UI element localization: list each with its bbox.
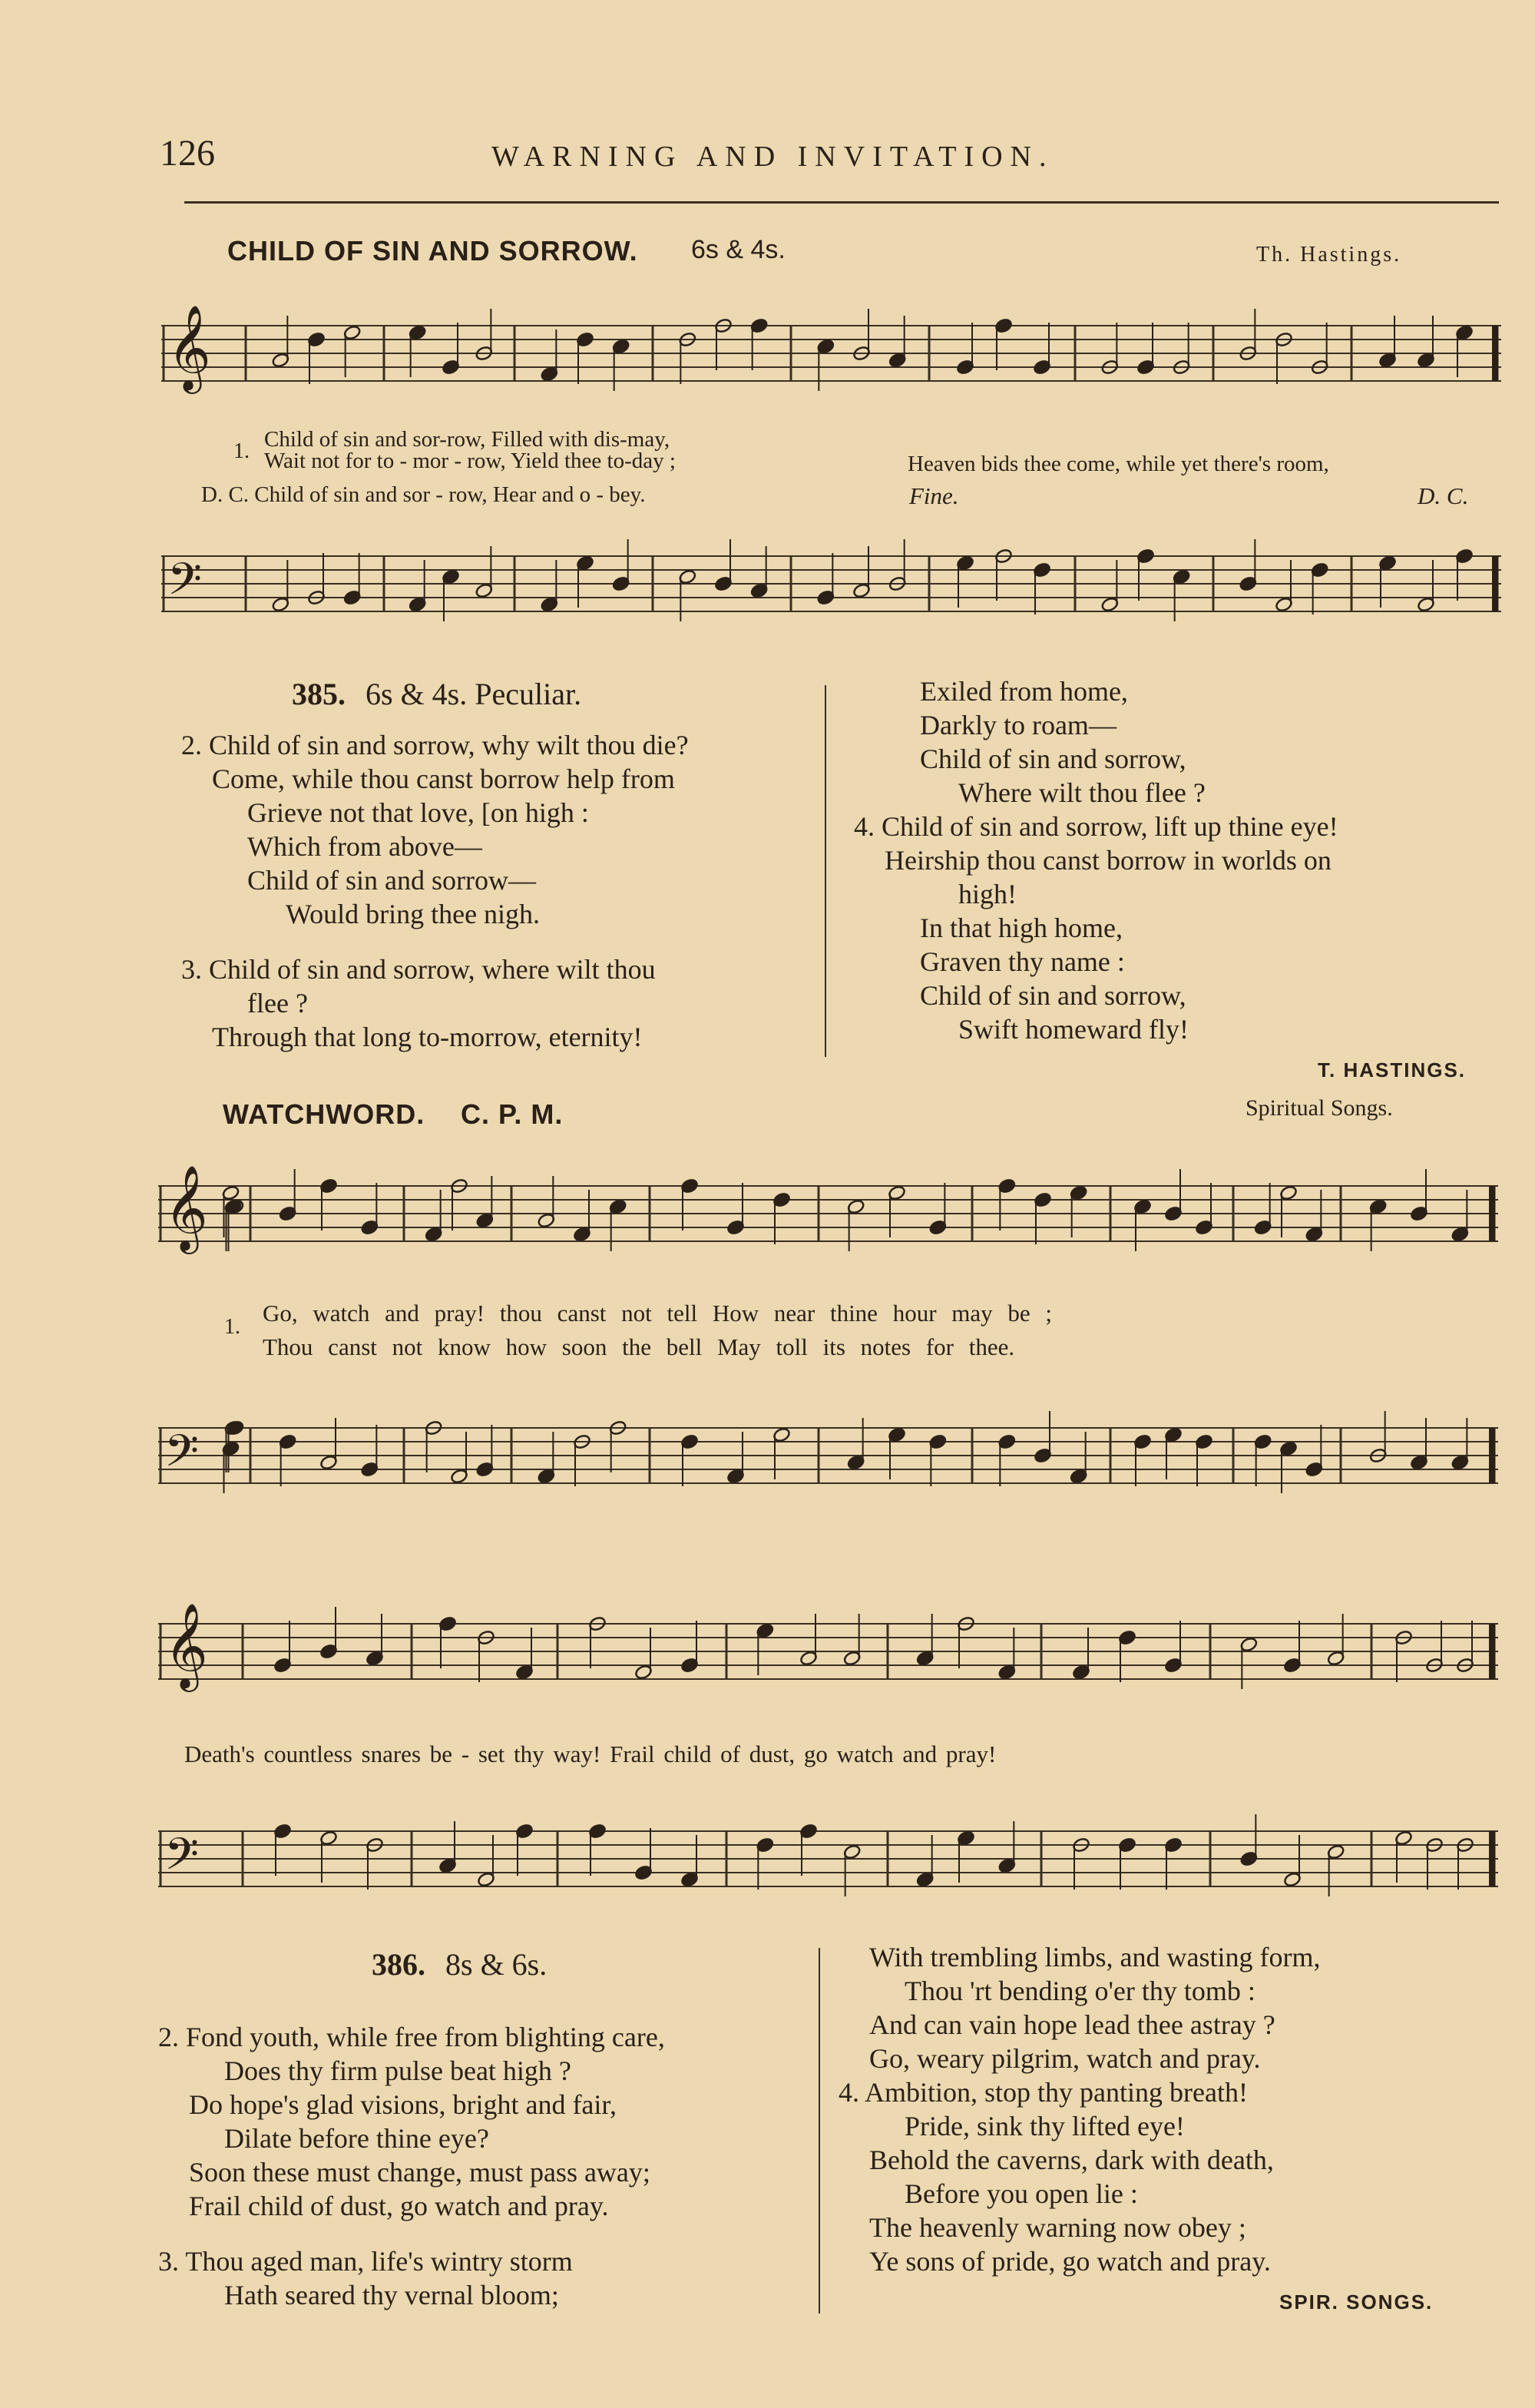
final-bar <box>1489 1624 1495 1679</box>
tune-source: Spiritual Songs. <box>1246 1095 1393 1121</box>
composer: Th. Hastings. <box>1256 243 1402 267</box>
verse-column-left <box>158 2020 665 2312</box>
music-staff <box>158 1144 1498 1283</box>
verse-line: Would bring thee nigh. <box>286 899 541 929</box>
treble-clef-icon: 𝄞 <box>164 1164 208 1251</box>
verse-line: Go, weary pilgrim, watch and pray. <box>869 2043 1261 2074</box>
verse-line: With trembling limbs, and wasting form, <box>869 1942 1321 1972</box>
music-staff <box>158 1390 1498 1521</box>
verse-column-right <box>839 1940 1320 2278</box>
verse-line: Frail child of dust, go watch and pray. <box>189 2191 609 2221</box>
music-staff <box>158 1582 1498 1721</box>
verse-line: Exiled from home, <box>920 676 1128 707</box>
verse-line: Do hope's glad visions, bright and fair, <box>189 2089 617 2120</box>
verse-line: Graven thy name : <box>920 946 1125 977</box>
verse-line: Does thy firm pulse beat high ? <box>224 2055 571 2086</box>
page-number: 126 <box>160 133 215 174</box>
tune-title: WATCHWORD. <box>223 1098 425 1130</box>
lyric-line: Child of sin and sor-row, Filled with dis-may, <box>264 427 670 452</box>
verse-line: Thou 'rt bending o'er thy tomb : <box>905 1976 1255 2006</box>
verse-number: 1. <box>224 1315 240 1339</box>
hymn-meter: 6s & 4s. Peculiar. <box>366 677 582 711</box>
bass-clef-icon: 𝄢 <box>167 553 203 617</box>
verse-line: Dilate before thine eye? <box>224 2123 489 2154</box>
verse-line: Darkly to roam— <box>920 710 1117 740</box>
lyric-line: Thou canst not know how soon the bell May toll its notes for thee. <box>263 1333 1015 1360</box>
attribution: SPIR. SONGS. <box>1279 2290 1434 2314</box>
verse-line: And can vain hope lead thee astray ? <box>869 2009 1275 2040</box>
verse-line <box>181 931 689 952</box>
verse-line: Pride, sink thy lifted eye! <box>905 2111 1185 2141</box>
verse-line: 4. Child of sin and sorrow, lift up thine eye! <box>854 811 1338 842</box>
verse-line: high! <box>958 879 1017 909</box>
verse-line: Where wilt thou flee ? <box>958 777 1206 808</box>
column-divider <box>825 685 826 1057</box>
verse-line: flee ? <box>247 988 308 1019</box>
lyric-line: Wait not for to - mor - row, Yield thee to-day ; <box>264 449 676 473</box>
verse-line: Swift homeward fly! <box>958 1014 1189 1045</box>
final-bar <box>1492 556 1498 611</box>
verse-line: Ye sons of pride, go watch and pray. <box>869 2246 1271 2277</box>
bass-clef-icon: 𝄢 <box>164 1828 200 1892</box>
verse-line: Heirship thou canst borrow in worlds on <box>885 845 1332 876</box>
treble-clef-icon: 𝄞 <box>164 1602 208 1689</box>
section-title: WARNING AND INVITATION. <box>491 141 1054 173</box>
treble-clef-icon: 𝄞 <box>167 304 211 391</box>
verse-line: Through that long to-morrow, eternity! <box>212 1022 643 1052</box>
verse-line: In that high home, <box>920 913 1123 943</box>
music-staff <box>161 530 1501 638</box>
verse-line: Soon these must change, must pass away; <box>189 2157 650 2188</box>
lyric-line: Go, watch and pray! thou canst not tell How near thine hour may be ; <box>263 1300 1053 1327</box>
lyric-line: Heaven bids thee come, while yet there's room, <box>908 452 1329 476</box>
fine-mark: Fine. <box>909 482 959 509</box>
verse-line: Hath seared thy vernal bloom; <box>224 2280 559 2310</box>
bass-clef-icon: 𝄢 <box>164 1425 200 1489</box>
music-staff <box>158 1790 1498 1928</box>
hymn-number: 386. <box>372 1947 425 1982</box>
tune-meter: C. P. M. <box>461 1098 564 1130</box>
verse-line <box>158 2223 665 2244</box>
verse-line: 2. Child of sin and sorrow, why wilt thou die? <box>181 730 689 760</box>
attribution: T. HASTINGS. <box>1318 1058 1467 1081</box>
verse-line: Grieve not that love, [on high : <box>247 797 589 828</box>
tune-title: CHILD OF SIN AND SORROW. <box>227 235 638 267</box>
verse-line: The heavenly warning now obey ; <box>869 2212 1246 2243</box>
verse-line: Child of sin and sorrow, <box>920 980 1186 1011</box>
verse-line: Behold the caverns, dark with death, <box>869 2145 1274 2175</box>
verse-line: Which from above— <box>247 831 482 862</box>
hymn-meter: 8s & 6s. <box>445 1947 548 1982</box>
verse-number: 1. <box>233 439 250 463</box>
header-rule <box>184 201 1499 204</box>
final-bar <box>1492 326 1498 381</box>
verse-line: 2. Fond youth, while free from blighting care, <box>158 2022 665 2052</box>
final-bar <box>1489 1831 1495 1886</box>
column-divider <box>819 1948 820 2314</box>
verse-line: 3. Thou aged man, life's wintry storm <box>158 2246 573 2277</box>
tune-meter: 6s & 4s. <box>691 235 786 264</box>
verse-line: Before you open lie : <box>905 2178 1138 2209</box>
verse-line: Come, while thou canst borrow help from <box>212 763 675 794</box>
hymn-number: 385. <box>292 677 346 711</box>
verse-line: 3. Child of sin and sorrow, where wilt thou <box>181 954 656 985</box>
lyric-line: D. C. Child of sin and sor - row, Hear and o - bey. <box>201 482 646 507</box>
lyric-line: Death's countless snares be - set thy way! Frail child of dust, go watch and pray! <box>184 1741 997 1767</box>
verse-column-right <box>854 674 1338 1046</box>
verse-line: 4. Ambition, stop thy panting breath! <box>839 2077 1248 2108</box>
music-staff <box>161 284 1501 422</box>
final-bar <box>1489 1186 1495 1241</box>
dc-mark: D. C. <box>1418 482 1469 509</box>
verse-line: Child of sin and sorrow, <box>920 744 1186 774</box>
verse-column-left <box>181 728 689 1054</box>
verse-line: Child of sin and sorrow— <box>247 865 536 896</box>
final-bar <box>1489 1428 1495 1483</box>
